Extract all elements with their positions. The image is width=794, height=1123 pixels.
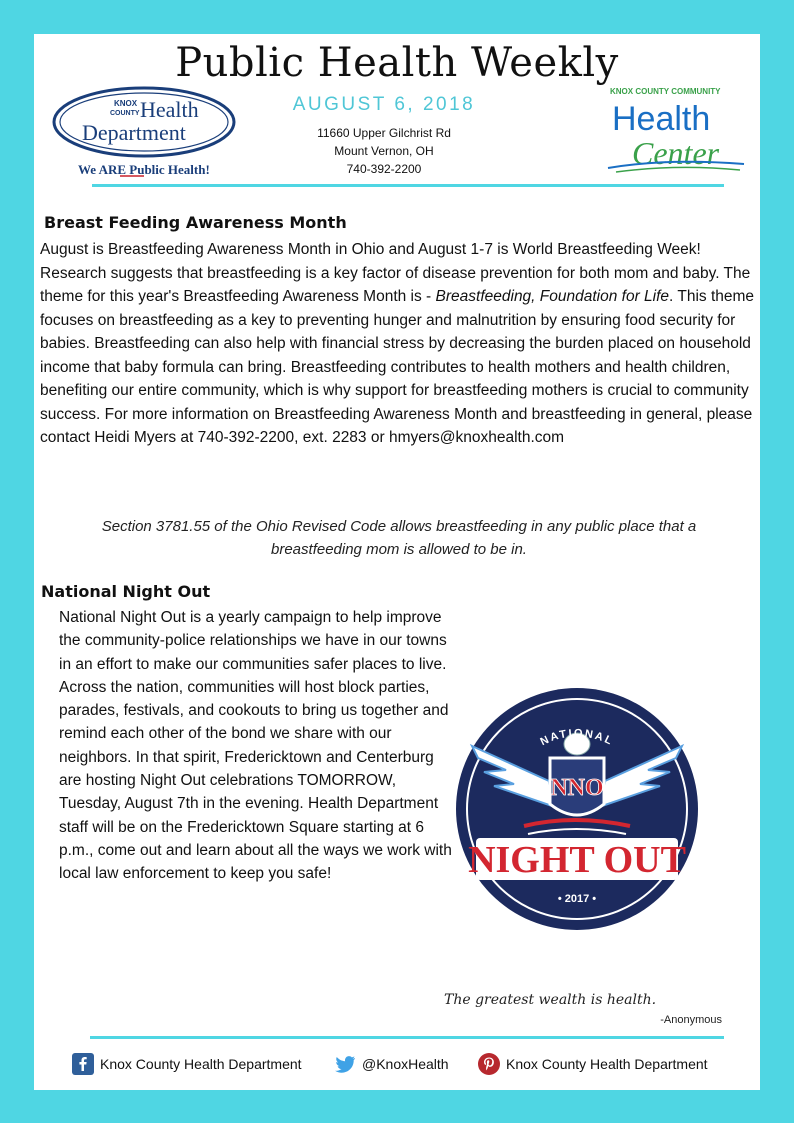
- address-block: [254, 124, 514, 178]
- footer-divider: [90, 1036, 724, 1039]
- health-center-logo: [606, 84, 756, 180]
- svg-text:KNOX COUNTY COMMUNITY: KNOX COUNTY COMMUNITY: [610, 87, 721, 96]
- pinterest-icon: [478, 1053, 500, 1075]
- breastfeeding-text-body: . This theme focuses on breastfeeding as a key to preventing hunger and malnutrition by ensuring food security for babies. Breastfeeding can also help with financial stress by decreasing the burden placed on household income that baby formula can bring. Breastfeeding contributes to health mothers and health children, benefiting our entire community, which is why support for breastfeeding mothers is crucial to community success. For more information on Breastfeeding Awareness Month and breastfeeding in general, please contact Heidi Myers at 740-392-2200, ext. 2283 or hmyers@knoxhealth.com: [40, 288, 755, 446]
- breastfeeding-text-intro: August is Breastfeeding Awareness Month in Ohio and August 1-7 is World Breastfeeding Week! Research suggests that breastfeeding is a key factor of disease prevention for both mom and baby. The theme for this year's Breastfeeding Awareness Month is -: [40, 241, 751, 305]
- twitter-link[interactable]: [334, 1052, 449, 1076]
- svg-text:KNOX: KNOX: [114, 99, 138, 108]
- newsletter-page: [34, 34, 760, 1090]
- svg-text:Health: Health: [612, 100, 711, 138]
- breastfeeding-article: [40, 238, 758, 450]
- address-phone: 740-392-2200: [346, 162, 422, 176]
- facebook-icon: [72, 1053, 94, 1075]
- ohio-code-note: Section 3781.55 of the Ohio Revised Code allows breastfeeding in any public place that a breastfeeding mom is allowed to be in.: [101, 518, 697, 558]
- section-heading-night-out: National Night Out: [41, 582, 211, 601]
- section-heading-breastfeeding: Breast Feeding Awareness Month: [44, 213, 347, 232]
- pinterest-link[interactable]: [478, 1052, 708, 1076]
- facebook-link[interactable]: [72, 1052, 302, 1076]
- national-night-out-logo: [454, 686, 700, 932]
- svg-text:COUNTY: COUNTY: [110, 110, 140, 117]
- svg-text:NIGHT OUT: NIGHT OUT: [468, 839, 686, 881]
- header-divider: [92, 184, 724, 187]
- night-out-article: National Night Out is a yearly campaign to help improve the community-police relationships we have in our towns in an effort to make our communities safer places to live. Across the nation, communities will host block parties, parades, festivals, and cookouts to bring us together and remind each other of the bond we share with our neighbors. In that spirit, Fredericktown and Centerburg are hosting Night Out celebrations TOMORROW, Tuesday, August 7th in the evening. Health Department staff will be on the Fredericktown Square starting at 6 p.m., come out and learn about all the ways we work with local law enforcement to keep you safe!: [59, 609, 452, 883]
- twitter-label: @KnoxHealth: [362, 1056, 449, 1072]
- newsletter-title: Public Health Weekly: [175, 40, 619, 86]
- facebook-label: Knox County Health Department: [100, 1056, 302, 1072]
- footer-quote: The greatest wealth is health.: [444, 992, 657, 1008]
- svg-text:NNO: NNO: [550, 775, 604, 801]
- svg-text:Health: Health: [140, 97, 199, 122]
- svg-text:We ARE Public Health!: We ARE Public Health!: [78, 162, 210, 177]
- footer-quote-attribution: -Anonymous: [660, 1014, 722, 1026]
- address-street: 11660 Upper Gilchrist Rd: [317, 126, 451, 140]
- svg-text:Center: Center: [632, 135, 720, 171]
- twitter-icon: [334, 1053, 356, 1075]
- svg-text:• 2017 •: • 2017 •: [557, 893, 597, 905]
- pinterest-label: Knox County Health Department: [506, 1056, 708, 1072]
- svg-text:Department: Department: [82, 120, 186, 145]
- breastfeeding-theme: Breastfeeding, Foundation for Life: [435, 288, 670, 305]
- issue-date: AUGUST 6, 2018: [292, 94, 476, 115]
- health-department-logo: [52, 84, 242, 180]
- svg-text:NATIONAL: NATIONAL: [538, 727, 616, 749]
- address-city: Mount Vernon, OH: [334, 144, 434, 158]
